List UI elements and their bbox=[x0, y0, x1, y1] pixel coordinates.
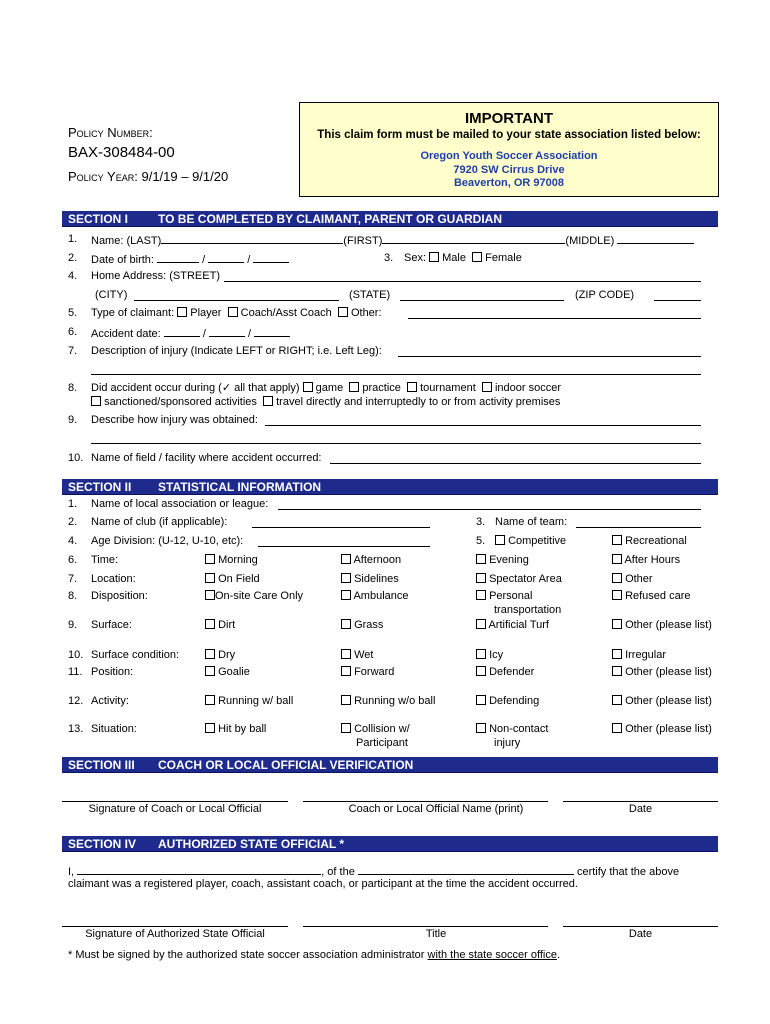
club-field[interactable] bbox=[252, 527, 430, 528]
grass-checkbox[interactable] bbox=[341, 619, 351, 629]
team-field[interactable] bbox=[576, 527, 701, 528]
injury-desc-field-2[interactable] bbox=[91, 374, 701, 375]
running-wo-option bbox=[341, 695, 435, 708]
activity-other-label: Other (please list) bbox=[625, 695, 712, 707]
how-field-2[interactable] bbox=[91, 443, 701, 444]
claimant-type-label: Type of claimant: bbox=[91, 307, 175, 319]
running-ball-checkbox[interactable] bbox=[205, 695, 215, 705]
icy-option bbox=[476, 649, 503, 662]
coach-date-field[interactable] bbox=[563, 801, 718, 802]
city-label: (CITY) bbox=[95, 289, 128, 301]
section-title: COACH OR LOCAL OFFICIAL VERIFICATION bbox=[158, 758, 414, 772]
artificial-option bbox=[476, 619, 549, 632]
forward-option bbox=[341, 666, 394, 679]
situation-other-option bbox=[612, 723, 712, 736]
recreational-option bbox=[612, 535, 687, 548]
other-claimant-label: Other: bbox=[350, 307, 382, 319]
field-field[interactable] bbox=[330, 463, 701, 464]
num-4: 4. bbox=[68, 270, 78, 282]
footnote bbox=[68, 949, 560, 962]
how-field[interactable] bbox=[265, 425, 701, 426]
policy-year-value: 9/1/19 – 9/1/20 bbox=[141, 169, 229, 184]
icy-checkbox[interactable] bbox=[476, 649, 486, 659]
age-div-label: Age Division: (U-12, U-10, etc): bbox=[91, 535, 244, 547]
dry-option bbox=[205, 649, 235, 662]
refused-option bbox=[612, 590, 691, 603]
accident-day-field[interactable] bbox=[209, 326, 245, 337]
sex-row bbox=[404, 252, 522, 265]
forward-label: Forward bbox=[354, 666, 395, 678]
sidelines-option bbox=[341, 573, 399, 586]
player-checkbox[interactable] bbox=[177, 307, 187, 317]
surface-other-option bbox=[612, 619, 712, 632]
other-claimant-field[interactable] bbox=[408, 318, 701, 319]
section-title: AUTHORIZED STATE OFFICIAL * bbox=[158, 837, 344, 851]
team-label: Name of team: bbox=[495, 516, 568, 528]
location-other-label: Other bbox=[625, 573, 653, 585]
num-s2-6: 6. bbox=[68, 554, 78, 566]
num-s2-12: 12. bbox=[68, 695, 84, 707]
after-hours-checkbox[interactable] bbox=[612, 554, 622, 564]
coach-signature-field[interactable] bbox=[62, 801, 288, 802]
female-label: Female bbox=[485, 252, 522, 264]
policy-year bbox=[68, 170, 228, 185]
surface-label: Surface: bbox=[91, 619, 132, 631]
name-first-label: (FIRST) bbox=[343, 235, 383, 247]
male-label: Male bbox=[442, 252, 466, 264]
location-other-option bbox=[612, 573, 653, 586]
tournament-label: tournament bbox=[420, 382, 476, 394]
artificial-label: Artificial Turf bbox=[488, 619, 549, 631]
grass-label: Grass bbox=[354, 619, 384, 631]
hit-ball-label: Hit by ball bbox=[218, 723, 267, 735]
association-street: 7920 SW Cirrus Drive bbox=[453, 163, 565, 176]
num-s2-5: 5. bbox=[476, 535, 486, 547]
section-number: SECTION I bbox=[68, 212, 129, 226]
defending-checkbox[interactable] bbox=[476, 695, 486, 705]
section-title: STATISTICAL INFORMATION bbox=[158, 480, 322, 494]
artificial-checkbox[interactable] bbox=[476, 619, 486, 629]
dry-checkbox[interactable] bbox=[205, 649, 215, 659]
name-last-field[interactable] bbox=[161, 233, 343, 244]
game-checkbox[interactable] bbox=[303, 382, 313, 392]
noncontact-label: Non-contact bbox=[489, 723, 549, 735]
dob-year-field[interactable] bbox=[253, 252, 289, 263]
running-wo-checkbox[interactable] bbox=[341, 695, 351, 705]
section-4-header bbox=[62, 836, 718, 852]
certify-row bbox=[68, 864, 679, 879]
coach-signature-label: Signature of Coach or Local Official bbox=[88, 803, 262, 815]
goalie-checkbox[interactable] bbox=[205, 666, 215, 676]
footnote-text: * Must be signed by the authorized state soccer association administrator bbox=[68, 949, 425, 961]
defender-label: Defender bbox=[489, 666, 535, 678]
goalie-label: Goalie bbox=[218, 666, 250, 678]
num-s2-7: 7. bbox=[68, 573, 78, 585]
onsite-checkbox[interactable] bbox=[205, 590, 215, 600]
num-s2-11: 11. bbox=[68, 666, 83, 678]
association-field[interactable] bbox=[358, 864, 574, 875]
evening-option bbox=[476, 554, 529, 567]
state-signature-label: Signature of Authorized State Official bbox=[85, 928, 265, 940]
dob-row: Date of birth: / / bbox=[91, 252, 289, 267]
situation-other-label: Other (please list) bbox=[625, 723, 712, 735]
dob-label: Date of birth: bbox=[91, 254, 154, 266]
num-s2-1: 1. bbox=[68, 498, 78, 510]
num-2: 2. bbox=[68, 252, 78, 264]
running-ball-option bbox=[205, 695, 293, 708]
accident-year-field[interactable] bbox=[254, 326, 290, 337]
evening-checkbox[interactable] bbox=[476, 554, 486, 564]
defending-label: Defending bbox=[489, 695, 540, 707]
important-notice-box bbox=[299, 102, 719, 197]
sanctioned-checkbox[interactable] bbox=[91, 396, 101, 406]
accident-date-row: Accident date: / / bbox=[91, 326, 290, 341]
afternoon-label: Afternoon bbox=[353, 554, 402, 566]
local-assoc-label: Name of local association or league: bbox=[91, 498, 269, 510]
wet-label: Wet bbox=[354, 649, 374, 661]
dirt-label: Dirt bbox=[218, 619, 236, 631]
disposition-label: Disposition: bbox=[91, 590, 148, 602]
dirt-checkbox[interactable] bbox=[205, 619, 215, 629]
state-date-label: Date bbox=[628, 928, 653, 940]
activity-other-option bbox=[612, 695, 712, 708]
official-name-field[interactable] bbox=[77, 864, 321, 875]
goalie-option bbox=[205, 666, 250, 679]
personal-option bbox=[476, 590, 532, 603]
sidelines-checkbox[interactable] bbox=[341, 573, 351, 583]
irregular-label: Irregular bbox=[625, 649, 667, 661]
footnote-underlined: with the state soccer office bbox=[427, 949, 557, 961]
irregular-checkbox[interactable] bbox=[612, 649, 622, 659]
num-s2-10: 10. bbox=[68, 649, 84, 661]
position-other-option bbox=[612, 666, 712, 679]
defender-checkbox[interactable] bbox=[476, 666, 486, 676]
competitive-option bbox=[495, 535, 566, 548]
address-street-field[interactable] bbox=[224, 281, 701, 282]
other-claimant-checkbox[interactable] bbox=[338, 307, 348, 317]
location-label: Location: bbox=[91, 573, 136, 585]
on-field-option bbox=[205, 573, 260, 586]
after-hours-option bbox=[612, 554, 680, 567]
ambulance-checkbox[interactable] bbox=[341, 590, 351, 600]
surface-other-checkbox[interactable] bbox=[612, 619, 622, 629]
personal-checkbox[interactable] bbox=[476, 590, 486, 600]
num-1: 1. bbox=[68, 233, 78, 245]
section-1-header bbox=[62, 211, 718, 227]
num-3: 3. bbox=[384, 252, 394, 264]
important-heading: IMPORTANT bbox=[464, 110, 554, 127]
hit-ball-checkbox[interactable] bbox=[205, 723, 215, 733]
important-subheading: This claim form must be mailed to your state association listed below: bbox=[317, 129, 701, 141]
on-field-label: On Field bbox=[218, 573, 260, 585]
practice-label: practice bbox=[362, 382, 401, 394]
occur-row bbox=[91, 382, 561, 395]
activity-other-checkbox[interactable] bbox=[612, 695, 622, 705]
game-label: game bbox=[315, 382, 344, 394]
collision-label: Collision w/ bbox=[354, 723, 410, 735]
certify-i: I, bbox=[68, 866, 75, 878]
section-2-header bbox=[62, 479, 718, 495]
association-city: Beaverton, OR 97008 bbox=[453, 177, 565, 189]
refused-checkbox[interactable] bbox=[612, 590, 622, 600]
ambulance-option bbox=[341, 590, 409, 603]
policy-number-label: Policy Number: bbox=[68, 125, 153, 140]
num-s2-9: 9. bbox=[68, 619, 78, 631]
ambulance-label: Ambulance bbox=[353, 590, 409, 602]
afternoon-option bbox=[341, 554, 401, 567]
certify-line-2: claimant was a registered player, coach, assistant coach, or participant at the time the accident occurred. bbox=[68, 878, 578, 890]
name-middle-field[interactable] bbox=[617, 233, 694, 244]
club-label: Name of club (if applicable): bbox=[91, 516, 228, 528]
policy-year-label: Policy Year: bbox=[68, 169, 138, 184]
morning-checkbox[interactable] bbox=[205, 554, 215, 564]
defending-option bbox=[476, 695, 539, 708]
female-checkbox[interactable] bbox=[472, 252, 482, 262]
association-name: Oregon Youth Soccer Association bbox=[420, 150, 598, 162]
player-label: Player bbox=[190, 307, 222, 319]
travel-label: travel directly and interruptedly to or from activity premises bbox=[276, 396, 561, 408]
section-number: SECTION IV bbox=[68, 837, 137, 851]
competitive-label: Competitive bbox=[508, 535, 567, 547]
personal-label: Personal bbox=[489, 590, 533, 602]
male-checkbox[interactable] bbox=[429, 252, 439, 262]
wet-checkbox[interactable] bbox=[341, 649, 351, 659]
num-7: 7. bbox=[68, 345, 78, 357]
situation-label: Situation: bbox=[91, 723, 137, 735]
sex-label: Sex: bbox=[404, 252, 427, 264]
personal-label-2: transportation bbox=[494, 604, 562, 616]
travel-checkbox[interactable] bbox=[263, 396, 273, 406]
collision-checkbox[interactable] bbox=[341, 723, 351, 733]
dirt-option bbox=[205, 619, 235, 632]
afternoon-checkbox[interactable] bbox=[341, 554, 351, 564]
state-title-label: Title bbox=[425, 928, 447, 940]
state-signature-field[interactable] bbox=[62, 926, 288, 927]
coach-checkbox[interactable] bbox=[228, 307, 238, 317]
coach-label: Coach/Asst Coach bbox=[240, 307, 332, 319]
coach-date-label: Date bbox=[628, 803, 653, 815]
location-other-checkbox[interactable] bbox=[612, 573, 622, 583]
defender-option bbox=[476, 666, 534, 679]
collision-label-2: Participant bbox=[356, 737, 408, 749]
situation-other-checkbox[interactable] bbox=[612, 723, 622, 733]
city-field[interactable] bbox=[134, 300, 339, 301]
spectator-option bbox=[476, 573, 562, 586]
num-10: 10. bbox=[68, 452, 84, 464]
morning-label: Morning bbox=[218, 554, 258, 566]
name-middle-label: (MIDDLE) bbox=[565, 235, 615, 247]
zip-field[interactable] bbox=[654, 300, 701, 301]
num-5: 5. bbox=[68, 307, 78, 319]
section-number: SECTION III bbox=[68, 758, 135, 772]
num-8: 8. bbox=[68, 382, 78, 394]
claimant-type-row bbox=[91, 307, 382, 320]
spectator-label: Spectator Area bbox=[489, 573, 562, 585]
recreational-checkbox[interactable] bbox=[612, 535, 622, 545]
surface-other-label: Other (please list) bbox=[625, 619, 712, 631]
num-s2-2: 2. bbox=[68, 516, 78, 528]
spectator-checkbox[interactable] bbox=[476, 573, 486, 583]
position-other-label: Other (please list) bbox=[625, 666, 712, 678]
accident-date-label: Accident date: bbox=[91, 328, 161, 340]
dry-label: Dry bbox=[218, 649, 236, 661]
age-div-field[interactable] bbox=[258, 546, 430, 547]
local-assoc-field[interactable] bbox=[278, 509, 701, 510]
activity-label: Activity: bbox=[91, 695, 129, 707]
num-9: 9. bbox=[68, 414, 78, 426]
zip-label: (ZIP CODE) bbox=[575, 289, 635, 301]
after-hours-label: After Hours bbox=[624, 554, 681, 566]
injury-desc-label: Description of injury (Indicate LEFT or RIGHT; i.e. Left Leg): bbox=[91, 345, 382, 357]
certify-text: certify that the above bbox=[576, 866, 680, 878]
sidelines-label: Sidelines bbox=[354, 573, 399, 585]
wet-option bbox=[341, 649, 373, 662]
onsite-option bbox=[205, 590, 303, 603]
state-date-field[interactable] bbox=[563, 926, 718, 927]
state-label: (STATE) bbox=[349, 289, 391, 301]
on-field-checkbox[interactable] bbox=[205, 573, 215, 583]
competitive-checkbox[interactable] bbox=[495, 535, 505, 545]
address-label: Home Address: (STREET) bbox=[91, 270, 220, 282]
collision-option bbox=[341, 723, 410, 736]
num-s2-8: 8. bbox=[68, 590, 78, 602]
refused-label: Refused care bbox=[625, 590, 691, 602]
position-other-checkbox[interactable] bbox=[612, 666, 622, 676]
grass-option bbox=[341, 619, 383, 632]
field-label: Name of field / facility where accident occurred: bbox=[91, 452, 322, 464]
state-field[interactable] bbox=[400, 300, 564, 301]
section-number: SECTION II bbox=[68, 480, 132, 494]
tournament-checkbox[interactable] bbox=[407, 382, 417, 392]
practice-checkbox[interactable] bbox=[349, 382, 359, 392]
noncontact-label-2: injury bbox=[494, 737, 521, 749]
time-label: Time: bbox=[91, 554, 119, 566]
sanctioned-label: sanctioned/sponsored activities bbox=[104, 396, 257, 408]
state-title-field[interactable] bbox=[303, 926, 548, 927]
noncontact-option bbox=[476, 723, 548, 736]
dob-day-field[interactable] bbox=[208, 252, 244, 263]
running-wo-label: Running w/o ball bbox=[354, 695, 436, 707]
forward-checkbox[interactable] bbox=[341, 666, 351, 676]
indoor-checkbox[interactable] bbox=[482, 382, 492, 392]
icy-label: Icy bbox=[489, 649, 504, 661]
position-label: Position: bbox=[91, 666, 134, 678]
indoor-label: indoor soccer bbox=[494, 382, 561, 394]
name-row bbox=[91, 233, 694, 248]
certify-of-the: , of the bbox=[321, 866, 355, 878]
num-s2-13: 13. bbox=[68, 723, 84, 735]
how-label: Describe how injury was obtained: bbox=[91, 414, 258, 426]
recreational-label: Recreational bbox=[625, 535, 687, 547]
morning-option bbox=[205, 554, 258, 567]
hit-ball-option bbox=[205, 723, 266, 736]
surface-cond-label: Surface condition: bbox=[91, 649, 180, 661]
footnote-period: . bbox=[556, 949, 561, 961]
noncontact-checkbox[interactable] bbox=[476, 723, 486, 733]
injury-desc-field[interactable] bbox=[398, 356, 701, 357]
section-title: TO BE COMPLETED BY CLAIMANT, PARENT OR GUARDIAN bbox=[158, 212, 503, 226]
num-s2-3: 3. bbox=[476, 516, 486, 528]
num-6: 6. bbox=[68, 326, 78, 338]
onsite-label: On-site Care Only bbox=[215, 590, 304, 602]
irregular-option bbox=[612, 649, 666, 662]
accident-month-field[interactable] bbox=[164, 326, 200, 337]
dob-month-field[interactable] bbox=[157, 252, 199, 263]
policy-number-value: BAX-308484-00 bbox=[68, 144, 175, 161]
coach-name-label: Coach or Local Official Name (print) bbox=[348, 803, 524, 815]
coach-name-field[interactable] bbox=[303, 801, 548, 802]
occur-row-2 bbox=[91, 396, 560, 409]
section-3-header bbox=[62, 757, 718, 773]
name-last-label: Name: (LAST) bbox=[91, 235, 162, 247]
evening-label: Evening bbox=[489, 554, 529, 566]
num-s2-4: 4. bbox=[68, 535, 78, 547]
occur-label: Did accident occur during (✓ all that apply) bbox=[91, 382, 300, 394]
running-ball-label: Running w/ ball bbox=[218, 695, 294, 707]
name-first-field[interactable] bbox=[382, 233, 565, 244]
